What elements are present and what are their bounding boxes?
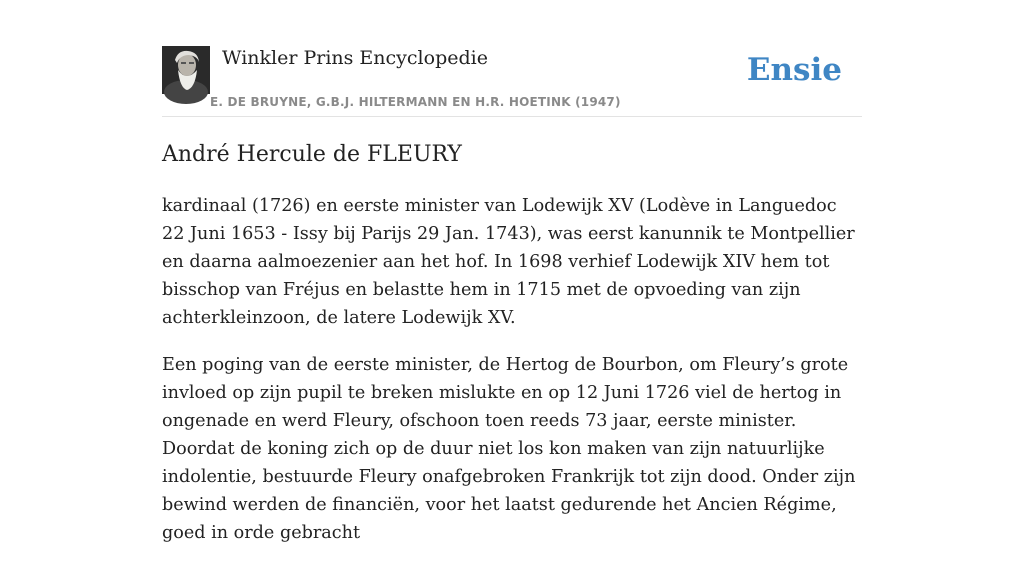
header <box>162 46 862 117</box>
brand-logo[interactable]: Ensie <box>746 52 842 88</box>
authors-line: E. DE BRUYNE, G.B.J. HILTERMANN EN H.R. HOETINK (1947) <box>210 95 621 109</box>
encyclopedia-title[interactable]: Winkler Prins Encyclopedie <box>222 47 488 69</box>
article-body <box>162 192 862 566</box>
paragraph-2: Een poging van de eerste minister, de Hertog de Bourbon, om Fleury’s grote invloed op zijn pupil te breken mislukte en op 12 Juni 1726 viel de hertog in ongenade en werd Fleury, ofschoon toen reeds 73 jaar, eerste minister. Doordat de koning zich op de duur niet los kon maken van zijn natuurlijke indolentie, bestuurde Fleury onafgebroken Frankrijk tot zijn dood. Onder zijn bewind werden de financiën, voor het laatst gedurende het Ancien Régime, goed in orde gebracht <box>162 355 856 543</box>
paragraph-1: kardinaal (1726) en eerste minister van Lodewijk XV (Lodève in Languedoc 22 Juni 1653 - Issy bij Parijs 29 Jan. 1743), was eerst kanunnik te Montpellier en daarna aalmoezenier aan het hof. In 1698 verhief Lodewijk XIV hem tot bisschop van Fréjus en belastte hem in 1715 met de opvoeding van zijn achterkleinzoon, de latere Lodewijk XV. <box>162 196 855 328</box>
avatar[interactable] <box>162 46 210 94</box>
page-title: André Hercule de FLEURY <box>162 142 462 167</box>
portrait-icon <box>162 46 210 94</box>
